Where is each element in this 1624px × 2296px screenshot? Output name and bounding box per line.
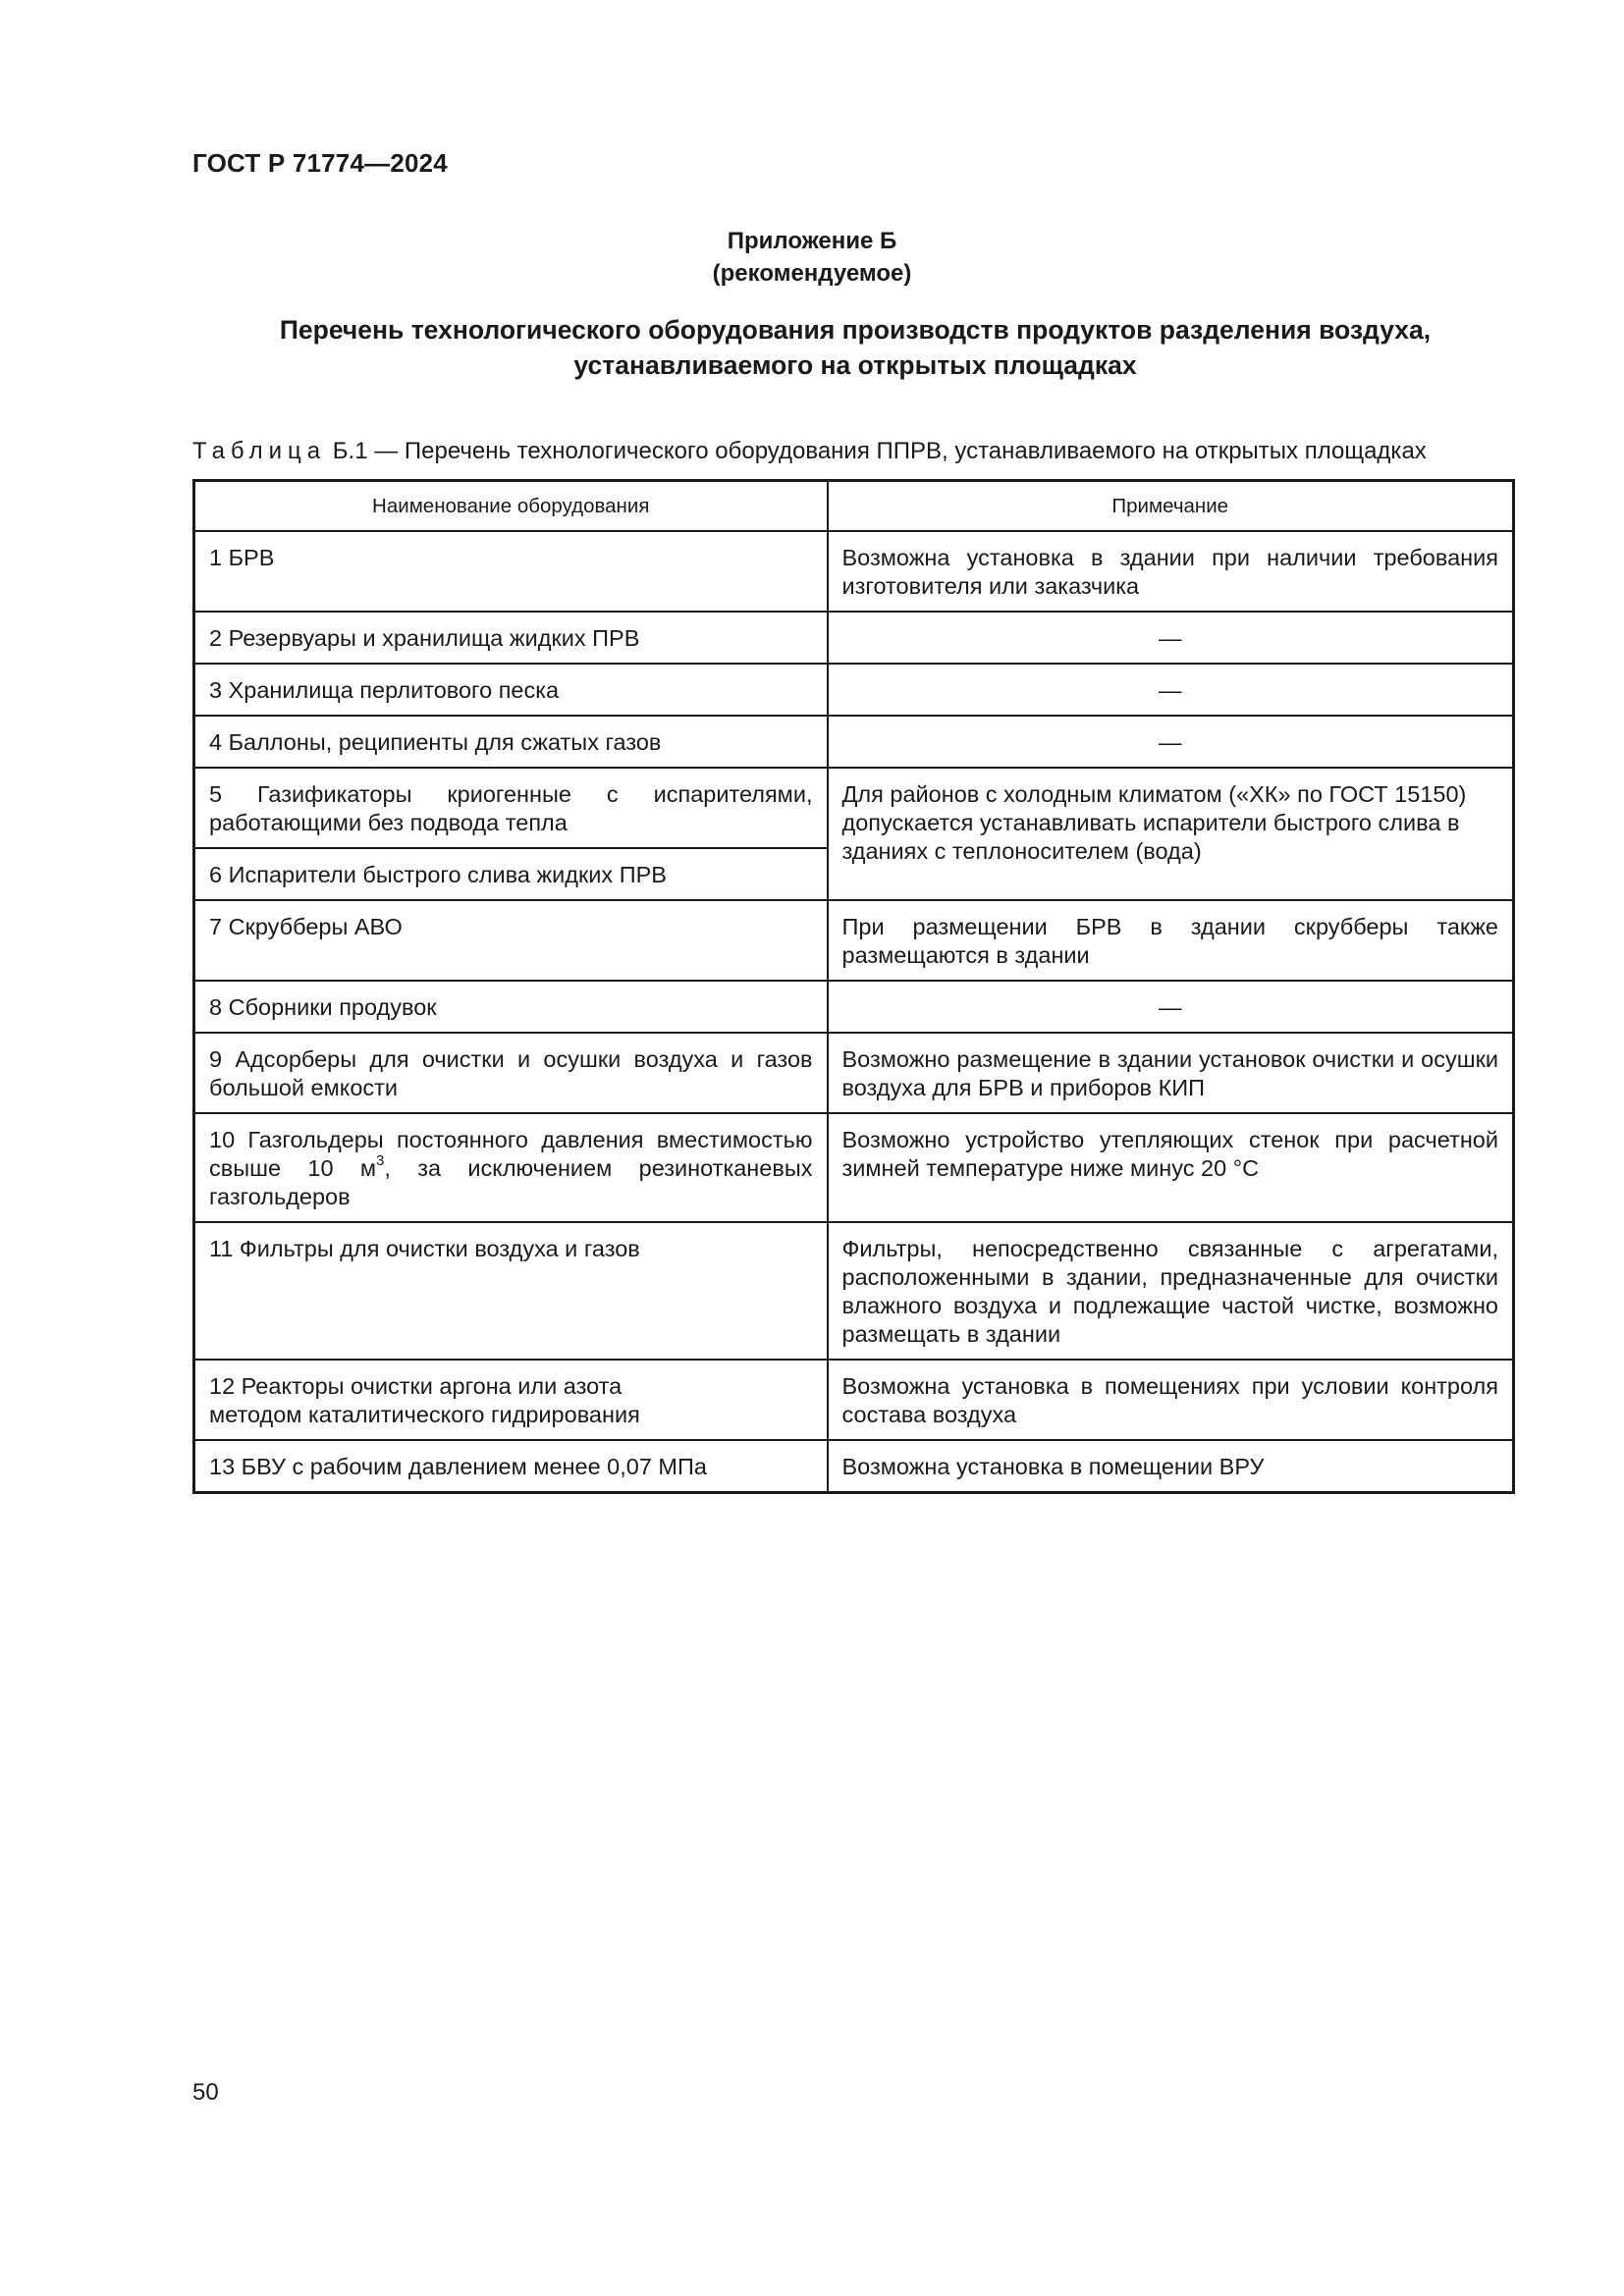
appendix-block	[0, 225, 1624, 290]
note-cell: Возможно устройство утепляющих стенок при расчетной зимней температуре ниже минус 20 °С	[828, 1113, 1514, 1222]
table-row	[194, 1113, 1514, 1222]
note-cell: —	[828, 981, 1514, 1033]
equipment-table-wrapper	[192, 479, 1512, 1494]
table-row	[194, 531, 1514, 612]
equipment-cell: 6 Испарители быстрого слива жидких ПРВ	[194, 848, 828, 900]
heading-line-2: устанавливаемого на открытых площадках	[573, 350, 1137, 380]
table-row	[194, 664, 1514, 716]
equipment-cell: 1 БРВ	[194, 531, 828, 612]
document-code: ГОСТ Р 71774—2024	[192, 148, 448, 178]
equipment-table	[192, 479, 1515, 1494]
note-cell: —	[828, 716, 1514, 768]
table-row	[194, 981, 1514, 1033]
heading-line-1: Перечень технологического оборудования производств продуктов разделения воздуха,	[279, 315, 1432, 345]
note-cell: Возможна установка в здании при наличии требования изготовителя или заказчика	[828, 531, 1514, 612]
note-cell: При размещении БРВ в здании скрубберы также размещаются в здании	[828, 900, 1514, 981]
column-header-equipment: Наименование оборудования	[194, 481, 828, 532]
note-cell: Для районов с холодным климатом («ХК» по ГОСТ 15150) допускается устанавливать испарители быстрого слива в зданиях с теплоносителем (вода)	[828, 768, 1514, 900]
document-heading	[192, 312, 1518, 383]
table-row	[194, 1360, 1514, 1440]
table-row	[194, 1033, 1514, 1113]
column-header-note: Примечание	[828, 481, 1514, 532]
equipment-cell	[194, 1360, 828, 1440]
equipment-cell: 9 Адсорберы для очистки и осушки воздуха и газов большой емкости	[194, 1033, 828, 1113]
equipment-cell: 2 Резервуары и хранилища жидких ПРВ	[194, 612, 828, 664]
appendix-title: Приложение Б	[727, 228, 897, 254]
table-header-row	[194, 481, 1514, 532]
table-caption-label: Таблица	[192, 438, 327, 464]
note-cell: —	[828, 664, 1514, 716]
note-cell: Фильтры, непосредственно связанные с агрегатами, расположенными в здании, предназначенные для очистки влажного воздуха и подлежащие частой чистке, возможно размещать в здании	[828, 1222, 1514, 1360]
equipment-cell: 4 Баллоны, реципиенты для сжатых газов	[194, 716, 828, 768]
table-caption-text: Б.1 — Перечень технологического оборудования ППРВ, устанавливаемого на открытых площадках	[326, 438, 1427, 464]
equipment-cell: 11 Фильтры для очистки воздуха и газов	[194, 1222, 828, 1360]
table-row	[194, 716, 1514, 768]
note-cell: Возможна установка в помещении ВРУ	[828, 1440, 1514, 1493]
table-row	[194, 900, 1514, 981]
equipment-line-1: 12 Реакторы очистки аргона или азота	[209, 1373, 623, 1399]
table-row	[194, 768, 1514, 848]
equipment-cell: 7 Скрубберы АВО	[194, 900, 828, 981]
superscript-exponent: 3	[376, 1152, 385, 1170]
note-cell: —	[828, 612, 1514, 664]
table-caption	[192, 436, 1427, 467]
equipment-cell: 8 Сборники продувок	[194, 981, 828, 1033]
page-number: 50	[192, 2079, 219, 2106]
note-cell: Возможна установка в помещениях при условии контроля состава воздуха	[828, 1360, 1514, 1440]
note-cell: Возможно размещение в здании установок очистки и осушки воздуха для БРВ и приборов КИП	[828, 1033, 1514, 1113]
equipment-cell: 5 Газификаторы криогенные с испарителями, работающими без подвода тепла	[194, 768, 828, 848]
equipment-line-2: методом каталитического гидрирования	[209, 1402, 640, 1427]
equipment-cell	[194, 1113, 828, 1222]
equipment-text-part-b: , за исключением резинотканевых газгольдеров	[209, 1155, 813, 1209]
table-row	[194, 1440, 1514, 1493]
equipment-cell: 13 БВУ с рабочим давлением менее 0,07 МПа	[194, 1440, 828, 1493]
equipment-text-part-a: 10 Газгольдеры постоянного давления вместимостью свыше 10 м	[209, 1127, 813, 1181]
equipment-cell: 3 Хранилища перлитового песка	[194, 664, 828, 716]
table-row	[194, 612, 1514, 664]
appendix-status: (рекомендуемое)	[712, 260, 912, 287]
table-row	[194, 1222, 1514, 1360]
